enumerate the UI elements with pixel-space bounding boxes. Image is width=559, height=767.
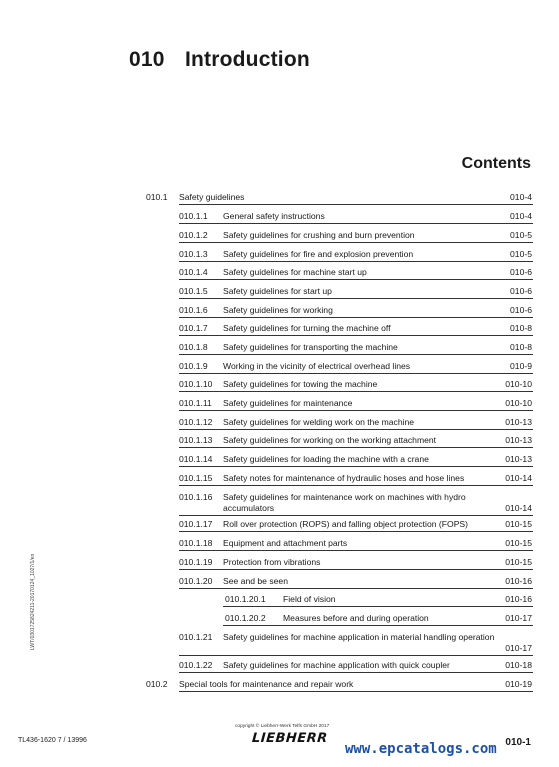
- toc-entry-title: Safety notes for maintenance of hydraulic hoses and hose lines: [223, 473, 465, 483]
- toc-entry-page: 010-4: [510, 211, 532, 221]
- toc-entry-page: 010-5: [510, 230, 532, 240]
- toc-entry-title: Safety guidelines for turning the machine off: [223, 323, 391, 333]
- toc-entry-number: 010.1.17: [179, 519, 213, 529]
- toc-entry-divider: [179, 335, 533, 336]
- toc-entry-page: 010-6: [510, 286, 532, 296]
- toc-entry-number: 010.1.7: [179, 323, 208, 333]
- toc-entry-page: 010-10: [505, 398, 532, 408]
- toc-entry-title: General safety instructions: [223, 211, 325, 221]
- page-number: 010-1: [505, 737, 531, 748]
- toc-entry-number: 010.1.20.2: [225, 613, 266, 623]
- toc-entry-title: Roll over protection (ROPS) and falling object protection (FOPS): [223, 519, 469, 529]
- toc-entry-divider: [179, 261, 533, 262]
- toc-entry-divider: [179, 569, 533, 570]
- document-number: TL436-1620 7 / 13996: [18, 737, 87, 744]
- toc-entry-page: 010-16: [505, 594, 532, 604]
- toc-entry-number: 010.1.8: [179, 342, 208, 352]
- toc-entry-page: 010-8: [510, 342, 532, 352]
- toc-entry-title: Safety guidelines for crushing and burn prevention: [223, 230, 415, 240]
- toc-entry-title: See and be seen: [223, 576, 288, 586]
- toc-entry-number: 010.1: [146, 192, 168, 202]
- toc-entry-page: 010-6: [510, 305, 532, 315]
- toc-entry-page: 010-4: [510, 192, 532, 202]
- toc-entry-divider: [179, 485, 533, 486]
- toc-entry-page: 010-13: [505, 435, 532, 445]
- toc-entry-page: 010-5: [510, 249, 532, 259]
- toc-entry-number: 010.1.19: [179, 557, 213, 567]
- toc-entry-number: 010.1.3: [179, 249, 208, 259]
- toc-entry-divider: [179, 391, 533, 392]
- toc-entry-title: Safety guidelines for welding work on the machine: [223, 417, 415, 427]
- toc-entry-divider: [179, 550, 533, 551]
- toc-entry-divider: [179, 672, 533, 673]
- toc-entry-number: 010.1.14: [179, 454, 213, 464]
- website-watermark[interactable]: www.epcatalogs.com: [345, 741, 497, 757]
- toc-entry-number: 010.1.6: [179, 305, 208, 315]
- toc-entry-title: Safety guidelines for transporting the machine: [223, 342, 398, 352]
- toc-entry-divider: [179, 466, 533, 467]
- toc-entry-page: 010-17: [505, 643, 532, 653]
- toc-entry-divider: [179, 691, 533, 692]
- chapter-name: Introduction: [185, 48, 310, 71]
- toc-entry-number: 010.1.2: [179, 230, 208, 240]
- copyright-notice: copyright © Liebherr-Werk Telfs GmbH 2017: [235, 724, 330, 729]
- toc-entry-number: 010.2: [146, 679, 168, 689]
- contents-heading: Contents: [461, 155, 531, 172]
- toc-entry-divider: [223, 625, 533, 626]
- toc-entry-page: 010-18: [505, 660, 532, 670]
- toc-entry-title: Measures before and during operation: [283, 613, 429, 623]
- side-document-identifier: LWT/0301725824211-20170124_1027/1/en: [30, 553, 36, 650]
- toc-entry-divider: [179, 204, 533, 205]
- toc-entry-number: 010.1.20.1: [225, 594, 266, 604]
- toc-entry-number: 010.1.5: [179, 286, 208, 296]
- toc-entry-divider: [179, 279, 533, 280]
- toc-entry-title: Protection from vibrations: [223, 557, 321, 567]
- toc-entry-title: Safety guidelines for working: [223, 305, 333, 315]
- toc-entry-divider: [179, 447, 533, 448]
- toc-entry-divider: [179, 531, 533, 532]
- toc-entry-number: 010.1.22: [179, 660, 213, 670]
- toc-entry-page: 010-19: [505, 679, 532, 689]
- toc-entry-divider: [179, 373, 533, 374]
- toc-entry-title: Working in the vicinity of electrical overhead lines: [223, 361, 411, 371]
- toc-entry-title: Equipment and attachment parts: [223, 538, 348, 548]
- toc-entry-number: 010.1.12: [179, 417, 213, 427]
- toc-entry-page: 010-13: [505, 454, 532, 464]
- toc-entry-number: 010.1.13: [179, 435, 213, 445]
- toc-entry-title: Safety guidelines for loading the machine with a crane: [223, 454, 429, 464]
- toc-entry-divider: [179, 410, 533, 411]
- toc-entry-number: 010.1.15: [179, 473, 213, 483]
- toc-entry-title: Safety guidelines for machine application in material handling operation: [223, 632, 495, 642]
- toc-entry-page: 010-6: [510, 267, 532, 277]
- toc-entry-page: 010-15: [505, 538, 532, 548]
- toc-entry-page: 010-17: [505, 613, 532, 623]
- toc-entry-divider: [179, 223, 533, 224]
- toc-entry-number: 010.1.20: [179, 576, 213, 586]
- toc-entry-number: 010.1.18: [179, 538, 213, 548]
- toc-entry-number: 010.1.9: [179, 361, 208, 371]
- toc-entry-divider: [179, 317, 533, 318]
- toc-entry-page: 010-13: [505, 417, 532, 427]
- toc-entry-title: Safety guidelines: [179, 192, 245, 202]
- chapter-number: 010: [129, 48, 165, 71]
- toc-entry-title: Safety guidelines for machine start up: [223, 267, 367, 277]
- toc-entry-number: 010.1.11: [179, 398, 212, 408]
- toc-entry-page: 010-16: [505, 576, 532, 586]
- toc-entry-title: Safety guidelines for maintenance work on machines with hydro accumulators: [223, 492, 466, 513]
- toc-entry-title: Safety guidelines for working on the working attachment: [223, 435, 437, 445]
- toc-entry-title: Safety guidelines for fire and explosion prevention: [223, 249, 414, 259]
- toc-entry-number: 010.1.1: [179, 211, 208, 221]
- toc-entry-page: 010-9: [510, 361, 532, 371]
- toc-entry-divider: [179, 298, 533, 299]
- toc-entry-number: 010.1.10: [179, 379, 213, 389]
- toc-entry-number: 010.1.21: [179, 632, 213, 642]
- toc-entry-page: 010-15: [505, 519, 532, 529]
- toc-entry-title: Safety guidelines for maintenance: [223, 398, 353, 408]
- toc-entry-divider: [179, 655, 533, 656]
- toc-entry-number: 010.1.16: [179, 492, 213, 502]
- toc-entry-divider: [223, 606, 533, 607]
- toc-entry-page: 010-8: [510, 323, 532, 333]
- toc-entry-number: 010.1.4: [179, 267, 208, 277]
- toc-entry-title: Field of vision: [283, 594, 336, 604]
- toc-entry-page: 010-14: [505, 473, 532, 483]
- toc-entry-title: Safety guidelines for start up: [223, 286, 332, 296]
- toc-entry-divider: [179, 588, 533, 589]
- toc-entry-page: 010-10: [505, 379, 532, 389]
- toc-entry-divider: [179, 515, 533, 516]
- liebherr-logo: LIEBHERR: [251, 731, 329, 746]
- toc-entry-title: Special tools for maintenance and repair work: [179, 679, 354, 689]
- toc-entry-page: 010-14: [505, 503, 532, 513]
- toc-entry-title: Safety guidelines for machine application with quick coupler: [223, 660, 450, 670]
- toc-entry-title: Safety guidelines for towing the machine: [223, 379, 378, 389]
- toc-entry-divider: [179, 429, 533, 430]
- toc-entry-divider: [179, 242, 533, 243]
- toc-entry-page: 010-15: [505, 557, 532, 567]
- toc-entry-divider: [179, 354, 533, 355]
